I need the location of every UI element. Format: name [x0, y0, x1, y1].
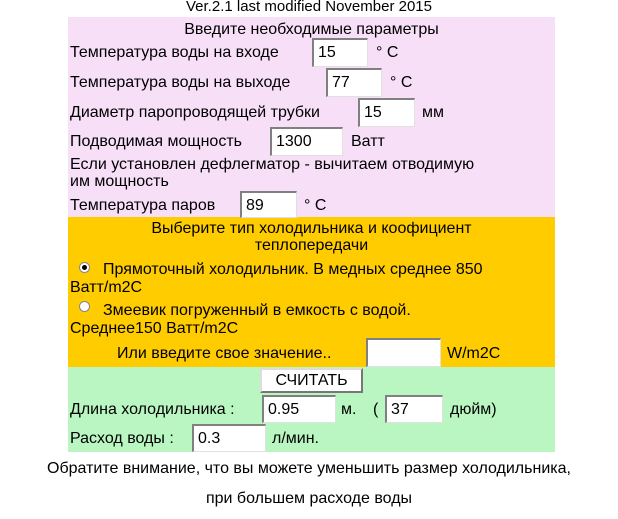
length-unit: м. [341, 401, 357, 418]
cooler-heading-line1: Выберите тип холодильника и коофициент [151, 220, 472, 237]
cooler-heading-line2: теплопередачи [254, 237, 369, 254]
water-in-unit: ° C [376, 44, 399, 61]
power-label: Подводимая мощность [70, 133, 242, 150]
deflegmator-note-line2: им мощность [70, 173, 169, 190]
radio-coil[interactable] [79, 301, 90, 312]
water-in-label: Температура воды на входе [70, 44, 279, 61]
radio-direct-flow[interactable] [79, 262, 90, 273]
inch-unit: дюйм) [450, 401, 497, 418]
power-input[interactable]: 1300 [270, 127, 343, 156]
vapor-temp-input[interactable]: 89 [240, 191, 297, 218]
parameters-heading: Введите необходимые параметры [184, 21, 439, 38]
tube-diameter-label: Диаметр паропроводящей трубки [70, 104, 320, 121]
custom-coef-unit: W/m2C [447, 345, 501, 362]
tube-diameter-unit: мм [422, 104, 444, 121]
vapor-temp-unit: ° C [304, 197, 327, 214]
length-label: Длина холодильника : [70, 401, 235, 418]
water-out-input[interactable]: 77 [326, 68, 382, 97]
tube-diameter-input[interactable]: 15 [358, 98, 415, 127]
option-direct-flow-line2: Ватт/m2C [70, 279, 143, 296]
inch-output: 37 [385, 395, 443, 423]
calculate-button[interactable]: СЧИТАТЬ [260, 368, 363, 393]
water-out-label: Температура воды на выходе [70, 74, 291, 91]
custom-coef-label: Или введите свое значение.. [117, 345, 332, 362]
footer-note-line1: Обратите внимание, что вы можете уменьшить размер холодильника, [47, 460, 571, 477]
custom-coef-input[interactable] [366, 338, 441, 367]
length-output: 0.95 [262, 395, 336, 423]
option-coil-line2: Среднее150 Ватт/m2C [70, 320, 239, 337]
deflegmator-note-line1: Если установлен дефлегматор - вычитаем отводимую [70, 156, 475, 173]
water-in-input[interactable]: 15 [312, 38, 368, 67]
version-text: Ver.2.1 last modified November 2015 [186, 0, 432, 15]
vapor-temp-label: Температура паров [70, 197, 216, 214]
flow-label: Расход воды : [70, 430, 174, 447]
water-out-unit: ° C [390, 74, 413, 91]
flow-output: 0.3 [192, 424, 266, 452]
option-coil-line1: Змеевик погруженный в емкость с водой. [103, 302, 411, 319]
option-direct-flow-line1: Прямоточный холодильник. В медных среднее 850 [103, 261, 483, 278]
footer-note-line2: при большем расходе воды [205, 490, 413, 507]
inch-open-paren: ( [373, 401, 379, 418]
power-unit: Ватт [351, 133, 385, 150]
flow-unit: л/мин. [272, 430, 319, 447]
